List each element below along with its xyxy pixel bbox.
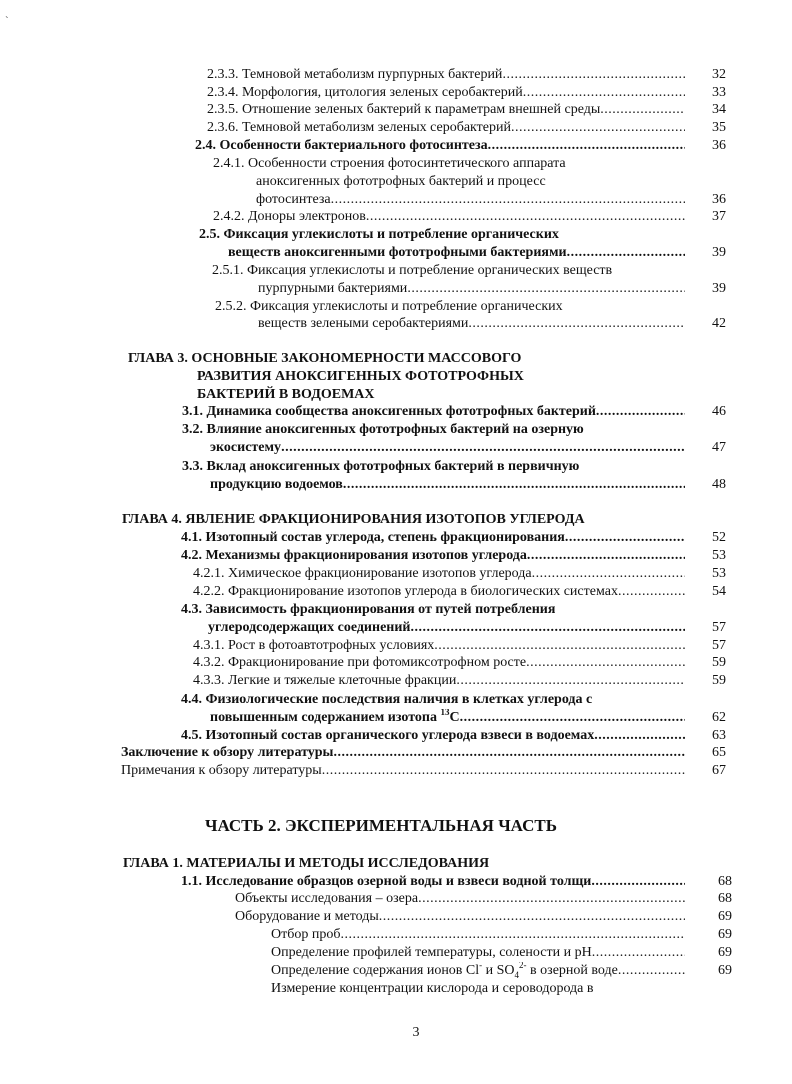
toc-entry-4-1 <box>181 529 685 547</box>
toc-entry-text: в озерной воде <box>526 963 618 978</box>
dot-leader <box>410 619 685 637</box>
toc-page-number: 32 <box>712 67 726 82</box>
toc-entry-4-3 <box>208 619 685 637</box>
chapter-3-heading-line1: ГЛАВА 3. ОСНОВНЫЕ ЗАКОНОМЕРНОСТИ МАССОВОГО <box>128 351 522 366</box>
toc-page-number: 59 <box>712 673 726 688</box>
toc-entry-2-4-1 <box>256 191 685 209</box>
toc-entry-4-4-line1: 4.4. Физиологические последствия наличия в клетках углерода с <box>181 692 593 707</box>
dot-leader <box>567 244 685 262</box>
toc-entry-title: 4.2. Механизмы фракционирования изотопов углерода <box>181 548 527 563</box>
toc-entry-title: продукцию водоемов <box>210 477 343 492</box>
chloride-charge: - <box>479 962 483 970</box>
toc-entry-title: Объекты исследования – озера <box>235 891 419 906</box>
isotope-symbol: С <box>449 710 460 725</box>
dot-leader <box>527 547 685 565</box>
toc-entry-title: Заключение к обзору литературы <box>121 745 334 760</box>
toc-page-number: 36 <box>712 138 726 153</box>
dot-leader <box>594 727 685 745</box>
dot-leader <box>468 315 685 333</box>
dot-leader <box>511 119 685 137</box>
toc-entry-4-5 <box>181 727 685 745</box>
toc-entry-title: 2.3.6. Темновой метаболизм зеленых серобактерий <box>207 120 511 135</box>
toc-entry-title: Оборудование и методы <box>235 909 379 924</box>
toc-page-number: 39 <box>712 245 726 260</box>
toc-entry-title: 4.3.2. Фракционирование при фотомиксотрофном росте <box>193 655 527 670</box>
toc-entry-title: 4.2.2. Фракционирование изотопов углерода в биологических системах <box>193 584 618 599</box>
toc-page-number: 62 <box>712 710 726 725</box>
toc-page-number: 53 <box>712 566 726 581</box>
toc-page-number: 36 <box>712 192 726 207</box>
toc-page-number: 65 <box>712 745 726 760</box>
toc-page-number: 35 <box>712 120 726 135</box>
dot-leader <box>331 191 685 209</box>
dot-leader <box>343 476 685 494</box>
dot-leader <box>488 137 685 155</box>
dot-leader <box>596 403 685 421</box>
toc-entry-title: пурпурными бактериями <box>258 281 408 296</box>
toc-entry-title: 2.3.4. Морфология, цитология зеленых серобактерий <box>207 85 523 100</box>
toc-entry-4-4 <box>210 709 685 727</box>
toc-entry-title: 4.2.1. Химическое фракционирование изотопов углерода <box>193 566 532 581</box>
toc-page-number: 68 <box>718 874 732 889</box>
toc-entry-4-3-line1: 4.3. Зависимость фракционирования от путей потребления <box>181 602 556 617</box>
chapter-3-heading-line3: БАКТЕРИЙ В ВОДОЕМАХ <box>197 387 375 402</box>
toc-entry-2-4-1-line1: 2.4.1. Особенности строения фотосинтетического аппарата <box>213 156 566 171</box>
toc-entry-title: 4.3.3. Легкие и тяжелые клеточные фракции <box>193 673 457 688</box>
dot-leader <box>532 565 685 583</box>
toc-entry-4-2-2 <box>193 583 685 601</box>
toc-entry-title: 2.4.2. Доноры электронов <box>213 209 366 224</box>
toc-entry-2-3-6 <box>207 119 685 137</box>
toc-page-number: 57 <box>712 620 726 635</box>
toc-entry-2-4-1-line2: аноксигенных фототрофных бактерий и процесс <box>256 174 546 189</box>
toc-page-number: 33 <box>712 85 726 100</box>
toc-entry-1-1 <box>181 873 685 891</box>
dot-leader <box>366 208 685 226</box>
toc-page-number: 39 <box>712 281 726 296</box>
toc-entry-2-3-5 <box>207 101 685 119</box>
toc-page-number: 46 <box>712 404 726 419</box>
toc-page-number: 67 <box>712 763 726 778</box>
toc-entry-sampling <box>271 926 685 944</box>
dot-leader <box>618 962 685 980</box>
toc-entry-2-5-2 <box>258 315 685 333</box>
corner-mark: ` <box>5 15 9 27</box>
toc-entry-title: 2.4. Особенности бактериального фотосинтеза <box>195 138 488 153</box>
toc-entry-3-2-line1: 3.2. Влияние аноксигенных фототрофных бактерий на озерную <box>182 422 584 437</box>
toc-entry-title: веществ зелеными серобактериями <box>258 316 469 331</box>
toc-entry-equipment <box>235 908 685 926</box>
toc-entry-3-2 <box>210 439 685 457</box>
dot-leader <box>379 908 685 926</box>
toc-entry-title: фотосинтеза <box>256 192 331 207</box>
dot-leader <box>281 439 685 457</box>
toc-entry-title: Отбор проб <box>271 927 341 942</box>
sulfate-charge: 2- <box>519 962 527 970</box>
toc-entry-text: Определение содержания ионов Cl <box>271 963 480 978</box>
toc-entry-4-3-1 <box>193 637 685 655</box>
toc-entry-2-5-line1: 2.5. Фиксация углекислоты и потребление органических <box>199 227 559 242</box>
toc-page-number: 54 <box>712 584 726 599</box>
toc-page-number: 34 <box>712 102 726 117</box>
toc-entry-3-3-line1: 3.3. Вклад аноксигенных фототрофных бактерий в первичную <box>182 459 580 474</box>
page-number: 3 <box>412 1025 420 1040</box>
toc-page-number: 69 <box>718 927 732 942</box>
toc-page-number: 59 <box>712 655 726 670</box>
toc-entry-title: углеродсодержащих соединений <box>208 620 411 635</box>
toc-entry-4-3-2 <box>193 654 685 672</box>
dot-leader <box>526 654 685 672</box>
toc-entry-title: экосистему <box>210 440 282 455</box>
dot-leader <box>340 926 685 944</box>
toc-entry-4-2 <box>181 547 685 565</box>
toc-entry-title: 2.3.5. Отношение зеленых бактерий к параметрам внешней среды <box>207 102 601 117</box>
toc-page-number: 48 <box>712 477 726 492</box>
toc-page-number: 68 <box>718 891 732 906</box>
chapter-4-heading: ГЛАВА 4. ЯВЛЕНИЕ ФРАКЦИОНИРОВАНИЯ ИЗОТОПОВ УГЛЕРОДА <box>122 512 585 527</box>
toc-entry-title: Примечания к обзору литературы <box>121 763 322 778</box>
toc-entry-2-5-1-line1: 2.5.1. Фиксация углекислоты и потребление органических веществ <box>212 263 613 278</box>
toc-page-number: 42 <box>712 316 726 331</box>
toc-entry-3-3 <box>210 476 685 494</box>
toc-entry-title: 3.1. Динамика сообщества аноксигенных фототрофных бактерий <box>182 404 596 419</box>
toc-entry-2-4 <box>195 137 685 155</box>
dot-leader <box>600 101 685 119</box>
dot-leader <box>565 529 685 547</box>
dot-leader <box>434 637 685 655</box>
toc-entry-title <box>210 709 460 727</box>
toc-entry-objects <box>235 890 685 908</box>
toc-page-number: 47 <box>712 440 726 455</box>
toc-page-number: 52 <box>712 530 726 545</box>
toc-entry-2-5-1 <box>258 280 685 298</box>
toc-entry-3-1 <box>182 403 685 421</box>
toc-entry-profiles <box>271 944 685 962</box>
toc-page-number: 57 <box>712 638 726 653</box>
toc-entry-title: 1.1. Исследование образцов озерной воды и взвеси водной толщи <box>181 874 592 889</box>
toc-entry-2-5-2-line1: 2.5.2. Фиксация углекислоты и потребление органических <box>215 299 563 314</box>
toc-page-number: 69 <box>718 945 732 960</box>
toc-entry-2-5 <box>228 244 685 262</box>
part-2-chapter-1-heading: ГЛАВА 1. МАТЕРИАЛЫ И МЕТОДЫ ИССЛЕДОВАНИЯ <box>123 856 490 871</box>
toc-page-number: 69 <box>718 963 732 978</box>
dot-leader <box>502 66 685 84</box>
toc-page-number: 53 <box>712 548 726 563</box>
toc-page-number: 63 <box>712 728 726 743</box>
chapter-3-heading-line2: РАЗВИТИЯ АНОКСИГЕННЫХ ФОТОТРОФНЫХ <box>197 369 524 384</box>
toc-entry-title: веществ аноксигенными фототрофными бактериями <box>228 245 567 260</box>
dot-leader <box>523 84 685 102</box>
toc-entry-4-3-3 <box>193 672 685 690</box>
dot-leader <box>460 709 685 727</box>
dot-leader <box>592 944 685 962</box>
toc-entry-title: 4.3.1. Рост в фотоавтотрофных условиях <box>193 638 435 653</box>
toc-entry-title <box>271 962 618 980</box>
toc-entry-oxygen-line1: Измерение концентрации кислорода и сероводорода в <box>271 981 594 996</box>
toc-entry-title: 4.1. Изотопный состав углерода, степень фракционирования <box>181 530 565 545</box>
toc-entry-2-3-4 <box>207 84 685 102</box>
toc-entry-text: и SO <box>482 963 515 978</box>
dot-leader <box>591 873 685 891</box>
toc-page-number: 69 <box>718 909 732 924</box>
toc-entry-title: 2.3.3. Темновой метаболизм пурпурных бактерий <box>207 67 503 82</box>
toc-entry-2-4-2 <box>213 208 685 226</box>
toc-entry-2-3-3 <box>207 66 685 84</box>
toc-entry-conclusion <box>121 744 685 762</box>
dot-leader <box>322 762 685 780</box>
toc-entry-ions <box>271 962 685 980</box>
toc-entry-4-2-1 <box>193 565 685 583</box>
toc-entry-notes <box>121 762 685 780</box>
part-2-heading: ЧАСТЬ 2. ЭКСПЕРИМЕНТАЛЬНАЯ ЧАСТЬ <box>205 816 557 835</box>
sulfate-subscript: 4 <box>514 969 520 980</box>
dot-leader <box>407 280 685 298</box>
dot-leader <box>456 672 685 690</box>
toc-entry-title: 4.5. Изотопный состав органического углерода взвеси в водоемах <box>181 728 595 743</box>
toc-page-number: 37 <box>712 209 726 224</box>
dot-leader <box>618 583 685 601</box>
toc-entry-text: повышенным содержанием изотопа <box>210 710 437 725</box>
dot-leader <box>334 744 686 762</box>
toc-entry-title: Определение профилей температуры, солености и рН <box>271 945 592 960</box>
dot-leader <box>418 890 685 908</box>
isotope-superscript: 13 <box>440 709 450 717</box>
